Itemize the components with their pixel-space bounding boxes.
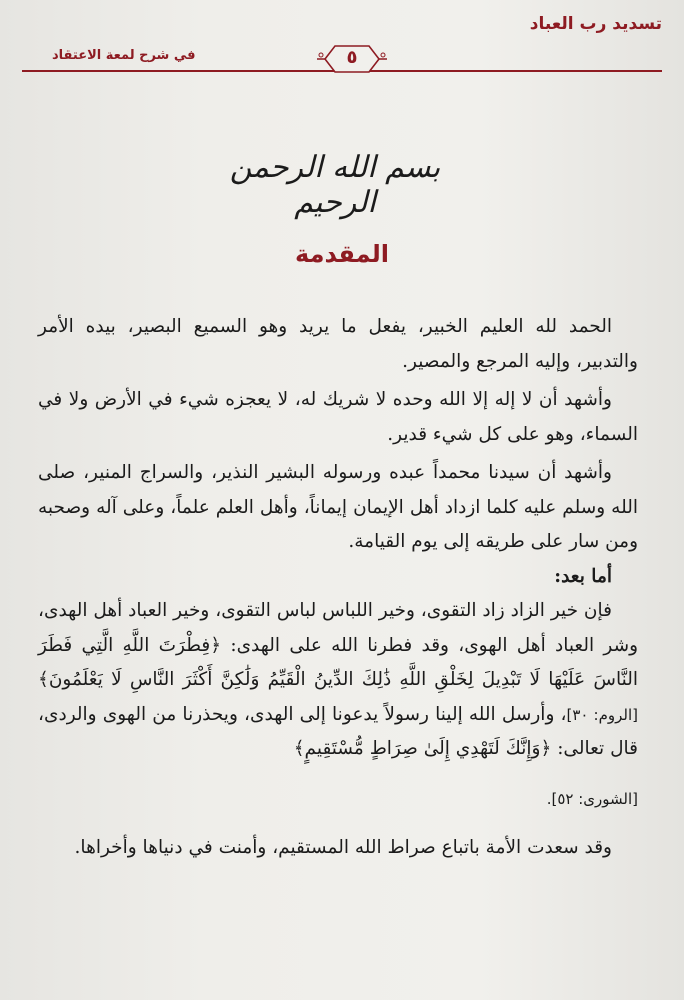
page-number: ٥ (346, 47, 358, 68)
body-text (38, 310, 638, 865)
paragraph-4-middle: ، وأرسل الله إلينا رسولاً يدعونا إلى الهدى، ويحذرنا من الهوى والردى، قال تعالى: (38, 703, 638, 759)
series-title: في شرح لمعة الاعتقاد (52, 48, 196, 63)
paragraph-5: وقد سعدت الأمة باتباع صراط الله المستقيم، وأمنت في دنياها وأخراها. (74, 836, 612, 858)
basmala: بسم الله الرحمن الرحيم (229, 150, 441, 220)
amma-bad-heading: أما بعد: (554, 565, 612, 587)
quran-verse-shura: ﴿وَإِنَّكَ لَتَهْدِي إِلَىٰ صِرَاطٍ مُّسْتَقِيمٍ﴾ (293, 738, 552, 759)
paragraph-4-intro: فإن خير الزاد زاد التقوى، وخير اللباس لباس التقوى، وخير العباد أهل الهدى، وشر العباد أهل الهوى، وقد فطرنا الله على الهدى: (38, 600, 639, 656)
page-header (22, 12, 662, 72)
paragraph-2: وأشهد أن لا إله إلا الله وحده لا شريك له، لا يعجزه شيء في الأرض ولا في السماء، وهو على كل شيء قدير. (38, 389, 638, 445)
page-number-frame (317, 42, 387, 76)
book-title: تسديد رب العباد (529, 14, 662, 34)
paragraph-4 (38, 594, 638, 767)
paragraph-1: الحمد لله العليم الخبير، يفعل ما يريد وهو السميع البصير، بيده الأمر والتدبير، وإليه المرجع والمصير. (38, 316, 638, 372)
verse-reference-rum: [الروم: ٣٠] (566, 705, 638, 724)
paragraph-3: وأشهد أن سيدنا محمداً عبده ورسوله البشير النذير، والسراج المنير، صلى الله وسلم عليه كلما ازداد أهل الإيمان إيماناً، وأهل العلم علماً، وعلى آله وصحبه ومن سار على طريقه إلى يوم القيامة. (38, 462, 638, 552)
section-heading: المقدمة (295, 240, 389, 268)
quran-verse-rum: ﴿فِطْرَتَ اللَّهِ الَّتِي فَطَرَ النَّاسَ عَلَيْهَا لَا تَبْدِيلَ لِخَلْقِ اللَّهِ ذَٰلِكَ الدِّينُ الْقَيِّمُ وَلَٰكِنَّ أَكْثَرَ النَّاسِ لَا يَعْلَمُونَ﴾ (38, 634, 638, 690)
verse-reference-shura: [الشورى: ٥٢]. (546, 789, 638, 808)
